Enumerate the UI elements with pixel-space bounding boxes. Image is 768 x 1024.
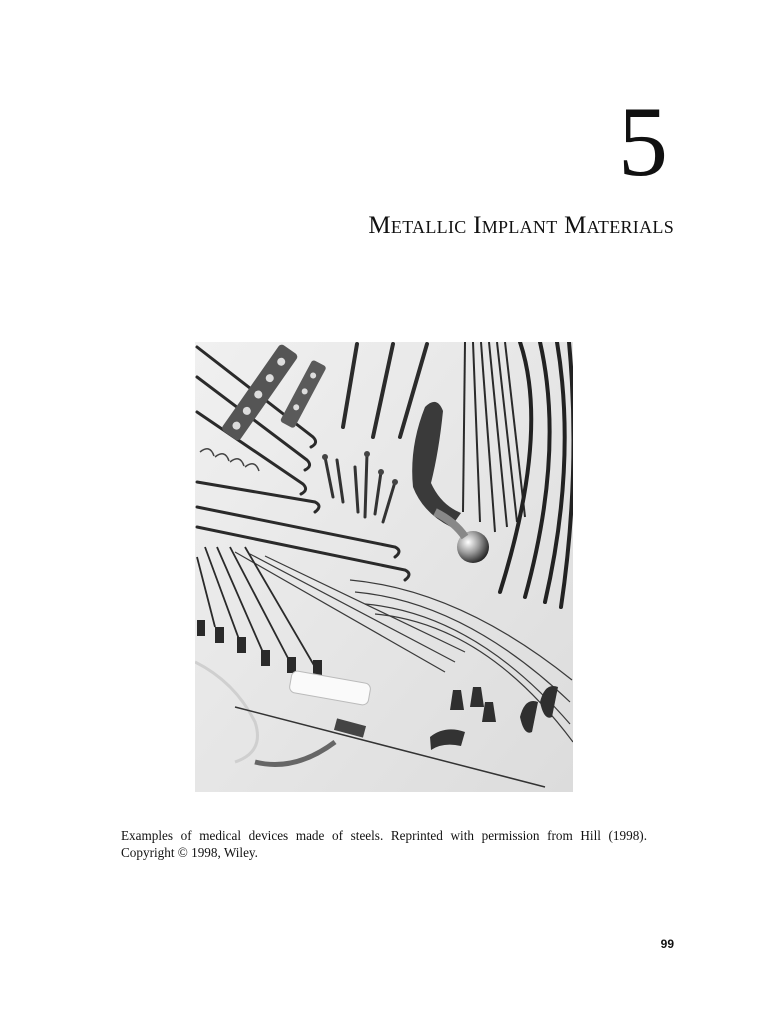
figure-photo-medical-devices [195, 342, 573, 792]
chapter-title: Metallic Implant Materials [368, 212, 674, 239]
page-number: 99 [660, 937, 674, 951]
figure-caption: Examples of medical devices made of steels. Reprinted with permission from Hill (1998). Copyright © 1998, Wiley. [121, 828, 647, 860]
chapter-number: 5 [618, 86, 668, 197]
